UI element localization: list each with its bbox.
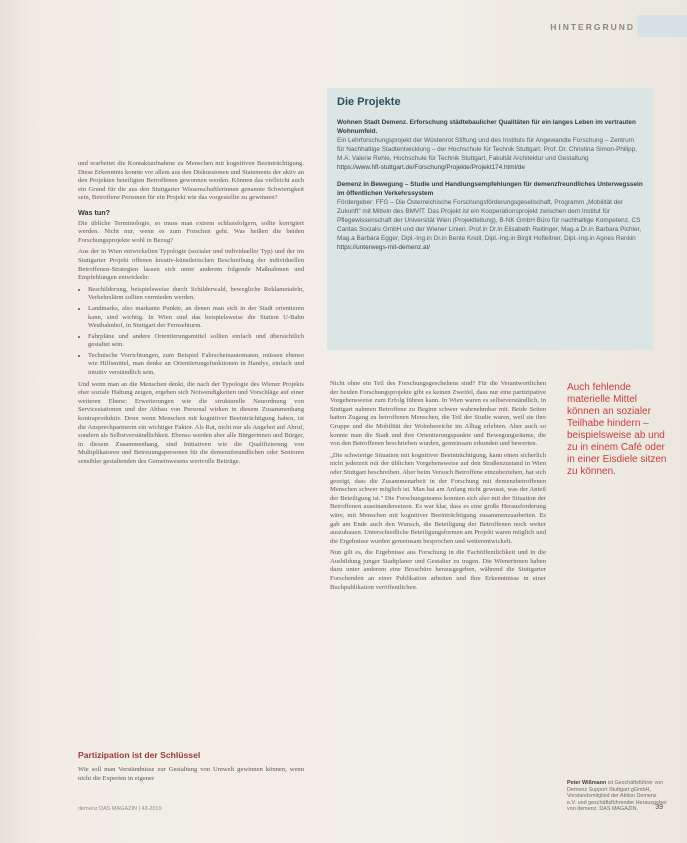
middle-column bbox=[330, 380, 546, 595]
pull-quote: Auch fehlende materielle Mittel können an sozialer Teilhabe hindern – beispielsweise ab und zu in einem Café oder in einer Eisdiele sitzen zu können. bbox=[567, 382, 667, 477]
recommendation-list bbox=[78, 286, 304, 378]
section-heading-partizipation: Partizipation ist der Schlüssel bbox=[78, 750, 201, 760]
paragraph: und erarbeitet die Kontaktaufnahme zu Menschen mit kognitiven Beeinträchtigung. Diese Erkenntnis konnte vor allem aus den Diskussionen und Statements der aktiv an den Projekten beteiligten Betroffenen gewonnen werden. Können das vielleicht auch ein Grund für die aus den Stuttgarter Wissenschaftlerinnen genannte Schwierigkeit sein, Betroffene Personen für ein Projekt wie das vorgestellte zu gewinnen? bbox=[78, 160, 304, 202]
paragraph: Aus der in Wien entwickelten Typologie (sozialer und individueller Typ) und der im Stuttgarter Projekt offenen kreativ-künstlerischen Beschreibung der individuellen Betroffenen-Strategien lassen sich unter anderem folgende Maßnahmen und Empfehlungen entwickeln: bbox=[78, 248, 304, 282]
paragraph: Und wenn man an die Menschen denkt, die nach der Typologie des Wiener Projekts eher soziale Haltung zeigen, ergeben sich Notwendigkeiten und Vorschläge auf einer weiteren Ebene: Erweiterungen wie die strukturelle Neuordnung von Servicestationen und der Abbau von Personal wirken in diesem Zusammenhang kontraproduktiv. Denn wenn Menschen mit kognitiver Beeinträchtigung haben, ist die Ansprechpartnerin ein wichtiger Faktor. Als Rat, nicht nur als Angebot auf Abruf, sondern als Selbstverständlichkeit. Ebenso werden aber alle Bürgerinnen und Bürger, in diesem Zusammenhang, sind Initiativen wie die Qualifizierung von Multiplikatoren und Betreuungspersonen für die demenzfreundlichen oder Senioren sensibler gestaltenden des Gemeinwesens wertvolle Beiträge. bbox=[78, 380, 304, 465]
list-item: • Landmarks, also markante Punkte, an denen man sich in der Stadt orientieren kann, sind wichtig. In Wien sind das beispielsweise die Station U-Bahn Westbahnhof, in Stuttgart der Fernsehturm. bbox=[88, 305, 304, 331]
projects-box bbox=[327, 88, 653, 350]
paragraph: Nun gilt es, die Ergebnisse aus Forschung in die Fachöffentlichkeit und in die Ausbildung junger Stadtplaner und Gestalter zu tragen. Die Wienerinnen haben dazu unter anderem eine Broschüre herausgegeben, während die Stuttgarter Forschenden an einer Publikation arbeiten und ihre Erkenntnisse in einer Buchpublikation veröffentlichen. bbox=[330, 549, 546, 591]
author-bio-text: ist Geschäftsführer von Demenz Support Stuttgart gGmbH, Vorstandsmitglied der Aktion Demenz e.V. und geschäftsführender Herausgeber von demenz. DAS MAGAZIN. bbox=[567, 780, 667, 813]
footer-publication: demenz DAS MAGAZIN | 43-2019 bbox=[78, 806, 162, 812]
project-1-body: Ein Lehrforschungsprojekt der Wüstenrot Stiftung und des Instituts für Angewandte Forschung – Zentrum für Nachhaltige Stadtentwicklung – der Hochschule für Technik Stuttgart. Prof. Dr. Christina Simon-Philipp, M.A. Valerie Rehle, Hochschule für Technik Stuttgart, Fakultät Architektur und Gestaltung bbox=[337, 137, 638, 162]
list-item: • Technische Vorrichtungen, zum Beispiel Fahrscheinautomaten, müssen ebenso wie Hilfsmittel, man denke an Orientierungsfunktionen in Handys, einfach und intuitiv verständlich sein. bbox=[88, 352, 304, 378]
page-number: 39 bbox=[655, 804, 663, 811]
paragraph: „Die schwierige Situation mit kognitiver Beeinträchtigung, kann einen sicherlich nicht jederzeit mit der üblichen Vorgehensweise auf den Straßenzustand in Wien oder Stuttgart beschreiben. Aber beim Versuch Betroffene einzubeziehen, hat sich gezeigt, dass die Zusammenarbeit in der Forschung mit demenzbetroffenen Menschen schwer möglich ist. Man hat am Anfang nicht gewusst, was der Anteil der Beteiligung ist." Die Forschungsteams konnten sich also mit der Situation der Betroffenen auseinandersetzen. Es war klar, dass es eine große Herausforderung wäre, mit Menschen mit kognitiver Beeinträchtigung zusammenzuarbeiten. Es gab am Ende auch den Wunsch, die Beteiligung der Betroffenen noch weiter auszubauen. Unterschiedliche Beteiligungsformen am Projekt waren möglich und die Ergebnisse wurden gemeinsam besprochen und weiterentwickelt. bbox=[330, 451, 546, 545]
left-column bbox=[78, 160, 304, 470]
section-runner: HINTERGRUND bbox=[550, 22, 635, 32]
project-2-title: Demenz in Bewegung – Studie und Handlungsempfehlungen für demenzfreundliches Unterwegssein im öffentlichen Verkehrssystem bbox=[337, 181, 643, 197]
project-1-link[interactable]: https://www.hft-stuttgart.de/Forschung/Projekte/Projekt174.html/de bbox=[337, 164, 525, 171]
paragraph: Wie soll man Verständnisse zur Gestaltung von Umwelt gewinnen können, wenn nicht die Experten in eigener bbox=[78, 766, 304, 782]
author-name: Peter Wißmann bbox=[567, 780, 607, 786]
paragraph: Die übliche Terminologie, so muss man extrem schlussfolgern, sollte korrigiert werden. Nicht nur, wenn es zum Forschen geht. Was heißen die beiden Forschungsprojekte wohl in Bezug? bbox=[78, 219, 304, 244]
project-2-body: Fördergeber: FFG – Die Österreichische Forschungsförderungsgesellschaft, Programm „Mobilität der Zukunft" mit Mitteln des BMVIT. Das Projekt ist ein Kooperationsprojekt zwischen dem Institut für Pflegewissenschaft der Universität Wien (Projektleitung), B-NK GmbH Büro für nachhaltige Kompetenz, CS Caritas Socialis GmbH und der Wiener Linien. Prof.in Dr.in Elisabeth Reitinger, Mag.a Dr.in Barbara Pichler, Mag.a Barbara Egger, Dipl.-Ing.in Dr.in Bente Knoll, Dipl.-Ing.in Birgit Hofleitner, Dipl.-Ing.in Agnes Renkin bbox=[337, 199, 642, 242]
project-2-link[interactable]: https://unterwegs-mit-demenz.at/ bbox=[337, 244, 431, 251]
projects-heading: Die Projekte bbox=[337, 96, 401, 108]
runner-bar bbox=[637, 15, 687, 37]
list-item: • Beschilderung, beispielsweise durch Schilderwald, bewegliche Reklametafeln, Verkehrslärm sollten vermieden werden. bbox=[88, 286, 304, 303]
author-bio bbox=[567, 780, 667, 813]
project-1-title: Wohnen Stadt Demenz. Erforschung städtebaulicher Qualitäten für ein langes Leben im vertrauten Wohnumfeld. bbox=[337, 119, 636, 135]
paragraph: Nicht ohne ein Teil des Forschungsgeschehens sind? Für die Verantwortlichen der beiden Forschungsprojekte gibt es keinen Zweifel, dass nur eine partizipative Vorgehensweise zum Erfolg führen kann. In Wien waren es selbstverständlich, in Stuttgart nahmen Betroffene zu Beginn schwer wahrnehmbar mit. Beide Seiten hatten Zugang zu betroffenen Menschen, die Teil der Studie waren, weil sie ihre Gruppe und die Mobilität der Wohnbereiche im Alltag erlebten. Aber auch so konnte man die Stadt und ihre Orientierungspunkte und Bewegungsräume, die von den Betroffenen beschrieben wurden, gemeinsam erkunden und bewerten. bbox=[330, 380, 546, 448]
subheading-was-tun: Was tun? bbox=[78, 207, 111, 217]
list-item: • Fahrpläne und andere Orientierungsmittel sollten einfach und übersichtlich gestaltet sein. bbox=[88, 333, 304, 350]
